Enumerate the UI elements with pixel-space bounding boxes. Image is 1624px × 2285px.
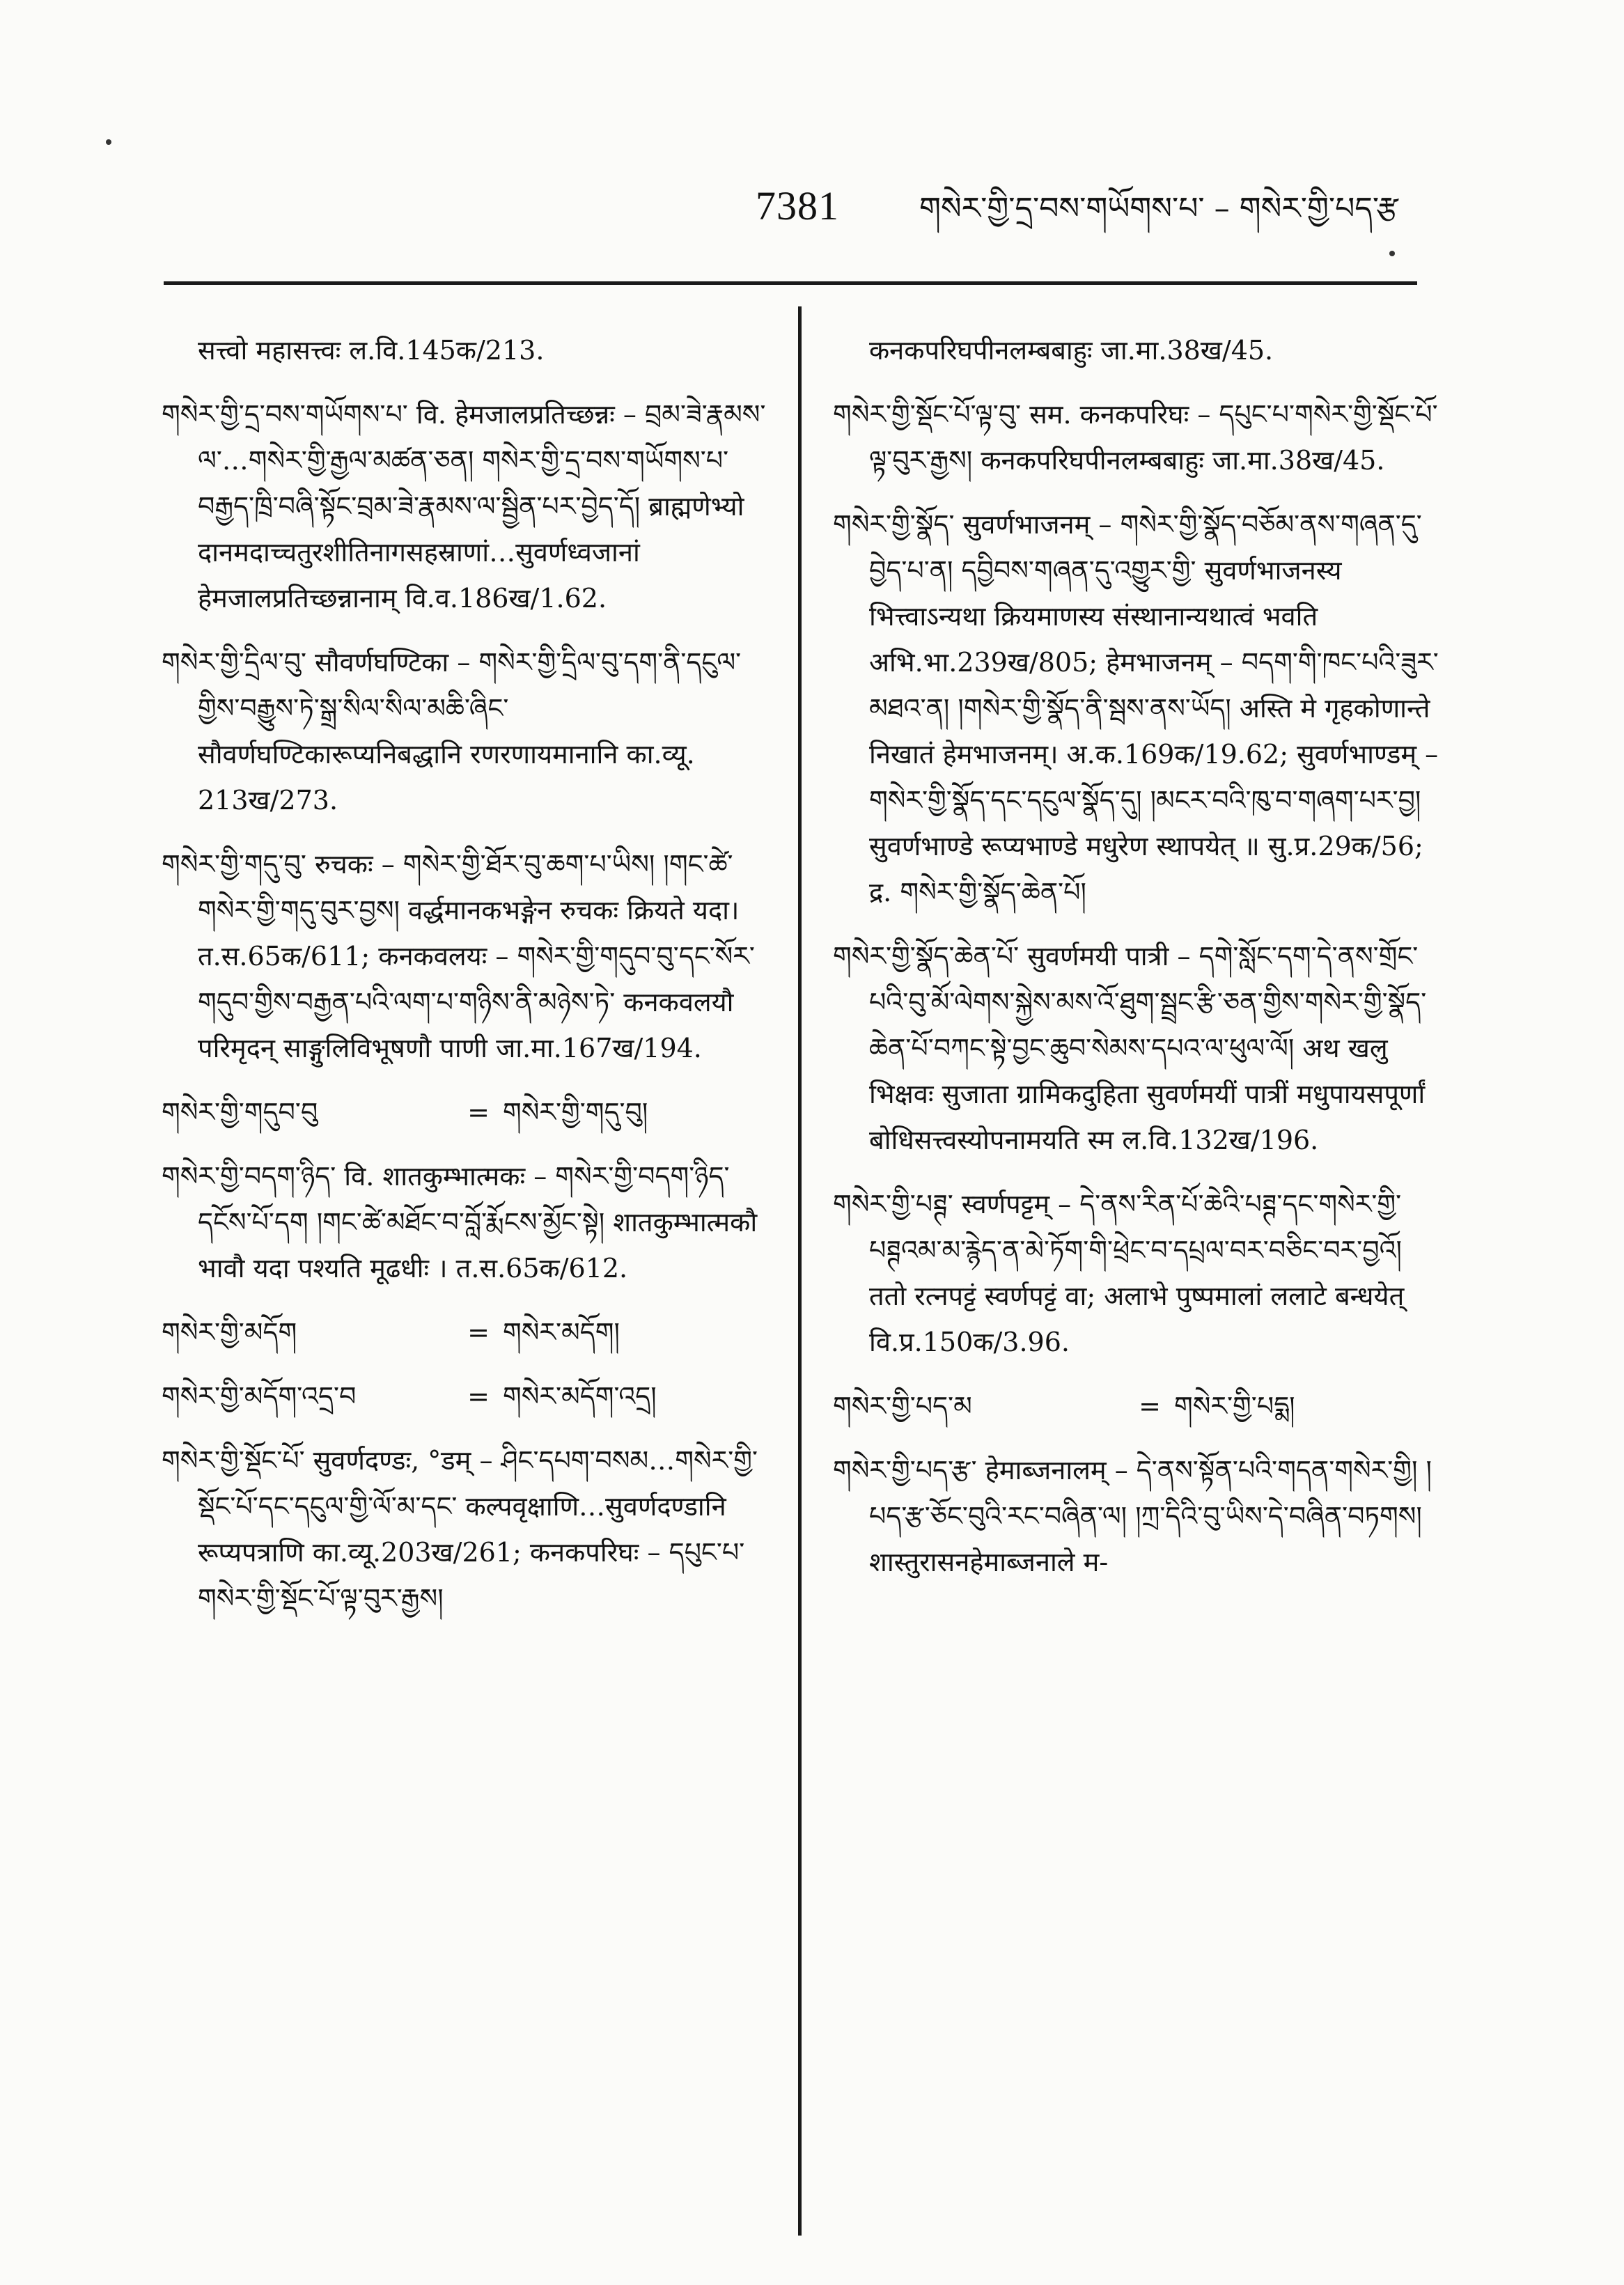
- dictionary-entry: གསེར་གྱི་པཊྚ་ स्वर्णपट्टम् – དེ་ནས་རིན་པོ་ཆེའི་པཊྚ་དང་གསེར་གྱི་པཊྚའམ་མ་རྙེད་ན་མེ་ཏོག་གི་ཕྲེང་བ་དཔྲལ་བར་བཅིང་བར་བྱའོ། ततो रत्नपट्टं स्वर्णपट्टं वा; अलाभे पुष्पमालां ललाटे बन्धयेत् वि.प्र.150क/3.96.: [833, 1189, 1405, 1357]
- reference-target: གསེར་མདོག།: [503, 1317, 620, 1348]
- left-column: [162, 327, 767, 1639]
- dictionary-entry: གསེར་གྱི་སྣོད་ཆེན་པོ་ सुवर्णमयी पात्री – དགེ་སློང་དག་དེ་ནས་གྲོང་པའི་བུ་མོ་ལེགས་སྐྱེས་མས་འོ་ཐུག་སྦྲང་རྩི་ཅན་གྱིས་གསེར་གྱི་སྣོད་ཆེན་པོ་བཀང་སྟེ་བྱང་ཆུབ་སེམས་དཔའ་ལ་ཕུལ་ལོ། अथ खलु भिक्षवः सुजाता ग्रामिकदुहिता सुवर्णमयीं पात्रीं मधुपायसपूर्णां बोधिसत्त्वस्योपनामयति स्म ल.वि.132ख/196.: [833, 941, 1427, 1155]
- reference-target: གསེར་མདོག་འདྲ།: [503, 1381, 657, 1412]
- dictionary-entry: གསེར་གྱི་པད་རྩ་ हेमाब्जनालम् – དེ་ནས་སྟོན་པའི་གདན་གསེར་གྱི། །པད་རྩ་ཅོང་བུའི་རང་བཞིན་ལ། །ཀྲ་དིའི་བུ་ཡིས་དེ་བཞིན་བཏགས། शास्तुरासनहेमाब्जनाले म-: [833, 1455, 1432, 1577]
- dictionary-entry: གསེར་གྱི་སྣོད་ सुवर्णभाजनम् – གསེར་གྱི་སྣོད་བཅོམ་ནས་གཞན་དུ་བྱེད་པ་ན། དབྱིབས་གཞན་དུ་འགྱུར་གྱི་ सुवर्णभाजनस्य भित्त्वाऽन्यथा क्रियमाणस्य संस्थानान्यथात्वं भवति अभि.भा.239ख/805; हेमभाजनम् – བདག་གི་ཁང་པའི་ཟུར་མཐའ་ན། །གསེར་གྱི་སྣོད་ནི་སྦས་ནས་ཡོད། अस्ति मे गृहकोणान्ते निखातं हेमभाजनम्। अ.क.169क/19.62; सुवर्णभाण्डम् – གསེར་གྱི་སྣོད་དང་དངུལ་སྣོད་དུ། །མངར་བའི་ཁུ་བ་གཞག་པར་བྱ། सुवर्णभाण्डे रूप्यभाण्डे मधुरेण स्थापयेत् ॥ सु.प्र.29क/56; द्र. གསེར་གྱི་སྣོད་ཆེན་པོ།: [833, 509, 1439, 907]
- cross-reference-entry: [162, 1089, 767, 1135]
- page-number: 7381: [756, 183, 839, 228]
- entry-continuation: कनकपरिघपीनलम्बबाहुः जा.मा.38ख/45.: [869, 335, 1274, 366]
- cross-reference-entry: [162, 1373, 767, 1419]
- equals-sign: =: [467, 1317, 490, 1348]
- scan-speck: [1389, 251, 1395, 256]
- scan-speck: [106, 139, 111, 145]
- reference-target: གསེར་གྱི་པདྨ།: [1174, 1391, 1295, 1421]
- entry-continuation: सत्त्वो महासत्त्वः ल.वि.145क/213.: [198, 335, 545, 366]
- running-head: གསེར་གྱི་དྲ་བས་གཡོགས་པ་ – གསེར་གྱི་པད་རྩ: [919, 191, 1398, 226]
- dictionary-entry: གསེར་གྱི་དྲིལ་བུ་ सौवर्णघण्टिका – གསེར་གྱི་དྲིལ་བུ་དག་ནི་དངུལ་གྱིས་བརྒྱུས་ཏེ་སྒྲ་སིལ་སིལ་མཆི་ཞིང་ सौवर्णघण्टिकारूप्यनिबद्धानि रणरणायमानानि का.व्यू. 213ख/273.: [162, 647, 742, 816]
- header-rule: [164, 281, 1417, 285]
- equals-sign: =: [1139, 1391, 1161, 1421]
- headword: གསེར་གྱི་མདོག: [162, 1317, 297, 1348]
- headword: གསེར་གྱི་པད་མ: [833, 1391, 972, 1421]
- headword: གསེར་གྱི་གདུབ་བུ: [162, 1097, 318, 1128]
- headword: གསེར་གྱི་མདོག་འདྲ་བ: [162, 1381, 357, 1412]
- dictionary-entry: གསེར་གྱི་གདུ་བུ་ रुचकः – གསེར་གྱི་ཐོར་བུ་ཆག་པ་ཡིས། །གང་ཚེ་གསེར་གྱི་གདུ་བུར་བྱས། वर्द्धमानकभङ्गेन रुचकः क्रियते यदा। त.स.65क/611; कनकवलयः – གསེར་གྱི་གདུབ་བུ་དང་སོར་གདུབ་གྱིས་བརྒྱན་པའི་ལག་པ་གཉིས་ནི་མཉེས་ཏེ་ कनकवलयौ परिमृदन् साङ्गुलिविभूषणौ पाणी जा.मा.167ख/194.: [162, 849, 755, 1063]
- equals-sign: =: [467, 1097, 490, 1128]
- dictionary-entry: གསེར་གྱི་བདག་ཉིད་ वि. शातकुम्भात्मकः – གསེར་གྱི་བདག་ཉིད་དངོས་པོ་དག །གང་ཚེ་མཐོང་བ་བློ་རྨོངས་མྱོང་སྟེ། शातकुम्भात्मकौ भावौ यदा पश्यति मूढधीः । त.स.65क/612.: [162, 1161, 758, 1284]
- dictionary-entry: གསེར་གྱི་སྡོང་པོ་ सुवर्णदण्डः, °डम् – ཤིང་དཔག་བསམ…གསེར་གྱི་སྡོང་པོ་དང་དངུལ་གྱི་ལོ་མ་དང་ कल्पवृक्षाणि…सुवर्णदण्डानि रूप्यपत्राणि का.व्यू.203ख/261; कनकपरिघः – དཔུང་པ་གསེར་གྱི་སྡོང་པོ་ལྟ་བུར་རྒྱས།: [162, 1445, 758, 1614]
- column-divider: [798, 306, 802, 2236]
- reference-target: གསེར་གྱི་གདུ་བུ།: [503, 1097, 648, 1128]
- page-header: [0, 0, 1624, 279]
- cross-reference-entry: [833, 1383, 1446, 1429]
- right-column: [833, 327, 1446, 1603]
- dictionary-entry: གསེར་གྱི་དྲ་བས་གཡོགས་པ་ वि. हेमजालप्रतिच्छन्नः – བྲམ་ཟེ་རྣམས་ལ་…གསེར་གྱི་རྒྱལ་མཚན་ཅན། གསེར་གྱི་དྲ་བས་གཡོགས་པ་བརྒྱད་ཁྲི་བཞི་སྟོང་བྲམ་ཟེ་རྣམས་ལ་སྦྱིན་པར་བྱེད་དོ། ब्राह्मणेभ्यो दानमदाच्चतुरशीतिनागसहस्राणां…सुवर्णध्वजानां हेमजालप्रतिच्छन्नानाम् वि.व.186ख/1.62.: [162, 399, 766, 614]
- dictionary-entry: གསེར་གྱི་སྡོང་པོ་ལྟ་བུ་ सम. कनकपरिघः – དཔུང་པ་གསེར་གྱི་སྡོང་པོ་ལྟ་བུར་རྒྱས། कनकपरिघपीनलम्बबाहुः जा.मा.38ख/45.: [833, 399, 1438, 476]
- cross-reference-entry: [162, 1309, 767, 1355]
- equals-sign: =: [467, 1381, 490, 1412]
